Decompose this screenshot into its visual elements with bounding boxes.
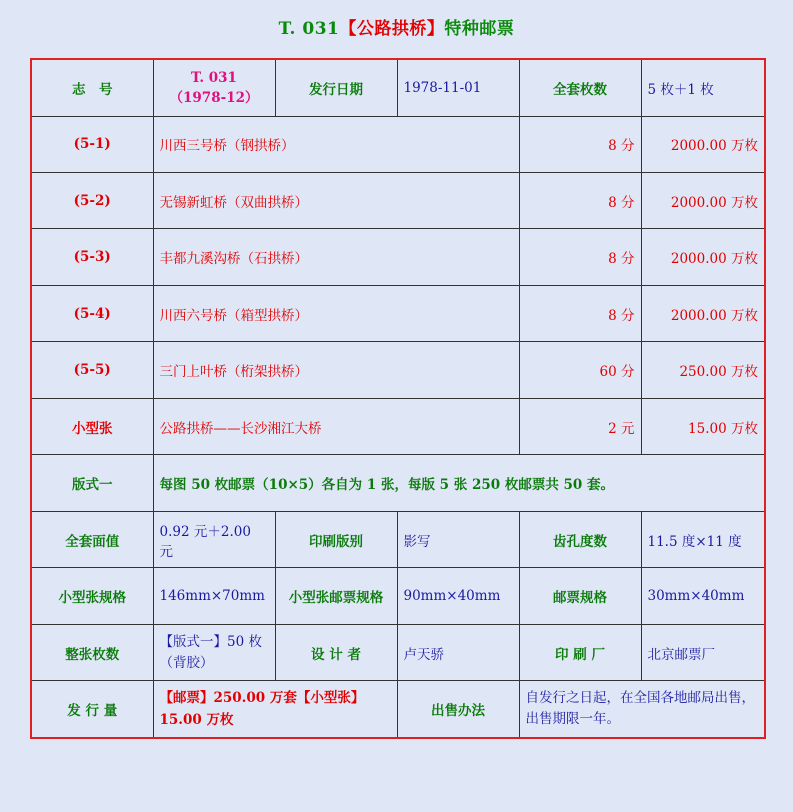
format-row <box>31 455 765 511</box>
stamp-name: 公路拱桥——长沙湘江大桥 <box>153 398 519 454</box>
stamp-number: (5-1) <box>31 116 153 172</box>
title-code: T. 031 <box>278 19 340 39</box>
stamp-info-table <box>30 58 766 739</box>
stamp-name: 三门上叶桥（桁架拱桥） <box>153 342 519 398</box>
stamp-number: (5-4) <box>31 285 153 341</box>
volume-value: 【邮票】250.00 万套【小型张】15.00 万枚 <box>153 681 397 738</box>
volume-label: 发 行 量 <box>31 681 153 738</box>
zhihao-value <box>153 59 275 116</box>
stamp-face-value: 60 分 <box>519 342 641 398</box>
zhihao-value-line2: （1978-12） <box>169 89 259 106</box>
detail-row <box>31 511 765 567</box>
stamp-face-value: 8 分 <box>519 116 641 172</box>
detail-row <box>31 681 765 738</box>
ms-size-label: 小型张规格 <box>31 568 153 624</box>
stamp-quantity: 2000.00 万枚 <box>641 229 765 285</box>
sale-value: 自发行之日起，在全国各地邮局出售，出售期限一年。 <box>519 681 765 738</box>
perf-value: 11.5 度×11 度 <box>641 511 765 567</box>
stamp-row <box>31 116 765 172</box>
stamp-face-value: 8 分 <box>519 229 641 285</box>
format-value: 每图 50 枚邮票（10×5）各自为 1 张，每版 5 张 250 枚邮票共 50 套。 <box>153 455 765 511</box>
stamp-face-value: 8 分 <box>519 172 641 228</box>
stamp-row <box>31 285 765 341</box>
stamp-quantity: 2000.00 万枚 <box>641 285 765 341</box>
ms-stamp-size-value: 90mm×40mm <box>397 568 519 624</box>
stamp-size-label: 邮票规格 <box>519 568 641 624</box>
stamp-number: (5-5) <box>31 342 153 398</box>
stamp-face-value: 8 分 <box>519 285 641 341</box>
set-count-label: 全套枚数 <box>519 59 641 116</box>
stamp-face-value: 2 元 <box>519 398 641 454</box>
stamp-name: 川西六号桥（箱型拱桥） <box>153 285 519 341</box>
face-total-label: 全套面值 <box>31 511 153 567</box>
stamp-row <box>31 342 765 398</box>
designer-label: 设 计 者 <box>275 624 397 680</box>
stamp-number: (5-2) <box>31 172 153 228</box>
stamp-row <box>31 398 765 454</box>
header-row <box>31 59 765 116</box>
issue-date-value: 1978-11-01 <box>397 59 519 116</box>
stamp-number: 小型张 <box>31 398 153 454</box>
printer-value: 北京邮票厂 <box>641 624 765 680</box>
stamp-name: 川西三号桥（钢拱桥） <box>153 116 519 172</box>
title-name: 【公路拱桥】 <box>339 19 445 39</box>
stamp-quantity: 2000.00 万枚 <box>641 172 765 228</box>
stamp-quantity: 2000.00 万枚 <box>641 116 765 172</box>
ms-stamp-size-label: 小型张邮票规格 <box>275 568 397 624</box>
print-label: 印刷版别 <box>275 511 397 567</box>
stamp-number: (5-3) <box>31 229 153 285</box>
print-value: 影写 <box>397 511 519 567</box>
detail-row <box>31 624 765 680</box>
stamp-quantity: 15.00 万枚 <box>641 398 765 454</box>
perf-label: 齿孔度数 <box>519 511 641 567</box>
title-suffix: 特种邮票 <box>444 19 515 39</box>
face-total-value: 0.92 元＋2.00 元 <box>153 511 275 567</box>
stamp-name: 丰都九溪沟桥（石拱桥） <box>153 229 519 285</box>
stamp-row <box>31 172 765 228</box>
designer-value: 卢天骄 <box>397 624 519 680</box>
printer-label: 印 刷 厂 <box>519 624 641 680</box>
page-title <box>0 14 793 39</box>
sheet-count-value: 【版式一】50 枚（背胶） <box>153 624 275 680</box>
stamp-size-value: 30mm×40mm <box>641 568 765 624</box>
stamp-name: 无锡新虹桥（双曲拱桥） <box>153 172 519 228</box>
detail-row <box>31 568 765 624</box>
set-count-value: 5 枚＋1 枚 <box>641 59 765 116</box>
ms-size-value: 146mm×70mm <box>153 568 275 624</box>
format-label: 版式一 <box>31 455 153 511</box>
sheet-count-label: 整张枚数 <box>31 624 153 680</box>
issue-date-label: 发行日期 <box>275 59 397 116</box>
sale-label: 出售办法 <box>397 681 519 738</box>
zhihao-label: 志 号 <box>31 59 153 116</box>
stamp-quantity: 250.00 万枚 <box>641 342 765 398</box>
zhihao-value-line1: T. 031 <box>191 69 237 86</box>
stamp-row <box>31 229 765 285</box>
